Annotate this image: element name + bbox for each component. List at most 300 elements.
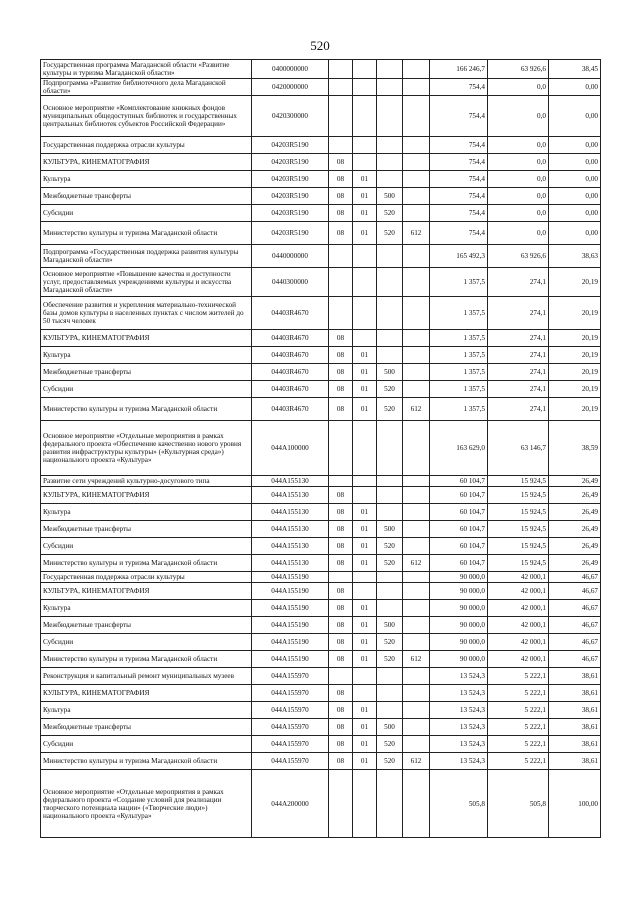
cell-kosgu	[403, 347, 430, 364]
cell-name: Основное мероприятие «Комплектование книжных фондов муниципальных общедоступных библиотек и государственных центральных библиотек субъектов Российской Федерации»	[41, 96, 252, 137]
cell-plan: 165 492,3	[430, 245, 488, 268]
cell-pct: 38,61	[549, 668, 601, 685]
cell-vr	[377, 60, 403, 79]
cell-plan: 60 104,7	[430, 487, 488, 504]
cell-code: 044A155190	[252, 617, 329, 634]
cell-code: 044A155970	[252, 685, 329, 702]
cell-code: 04403R4670	[252, 398, 329, 421]
cell-sec: 08	[329, 634, 353, 651]
cell-sec: 08	[329, 154, 353, 171]
cell-name: Культура	[41, 600, 252, 617]
cell-code: 044A155970	[252, 719, 329, 736]
cell-sub: 01	[353, 702, 377, 719]
cell-kosgu: 612	[403, 222, 430, 245]
cell-sec: 08	[329, 685, 353, 702]
cell-name: Субсидии	[41, 538, 252, 555]
cell-plan: 1 357,5	[430, 364, 488, 381]
cell-code: 04203R5190	[252, 222, 329, 245]
table-row	[41, 347, 601, 364]
cell-name: Субсидии	[41, 736, 252, 753]
cell-code: 044A155190	[252, 634, 329, 651]
cell-vr: 520	[377, 398, 403, 421]
cell-sec: 08	[329, 222, 353, 245]
cell-pct: 46,67	[549, 583, 601, 600]
cell-plan: 754,4	[430, 79, 488, 96]
table-row	[41, 381, 601, 398]
cell-sec: 08	[329, 617, 353, 634]
cell-plan: 13 524,3	[430, 736, 488, 753]
cell-vr	[377, 421, 403, 476]
cell-kosgu	[403, 617, 430, 634]
cell-code: 04203R5190	[252, 171, 329, 188]
cell-exec: 0,0	[488, 205, 549, 222]
cell-kosgu	[403, 171, 430, 188]
cell-exec: 42 000,1	[488, 572, 549, 583]
cell-kosgu	[403, 381, 430, 398]
table-row	[41, 572, 601, 583]
cell-code: 044A200000	[252, 770, 329, 838]
cell-vr: 520	[377, 538, 403, 555]
cell-name: Культура	[41, 702, 252, 719]
cell-sub: 01	[353, 651, 377, 668]
cell-code: 044A155190	[252, 583, 329, 600]
cell-pct: 26,49	[549, 521, 601, 538]
cell-code: 04203R5190	[252, 205, 329, 222]
cell-sub	[353, 268, 377, 297]
cell-sec: 08	[329, 702, 353, 719]
cell-exec: 274,1	[488, 347, 549, 364]
cell-kosgu	[403, 96, 430, 137]
cell-exec: 15 924,5	[488, 538, 549, 555]
cell-kosgu	[403, 137, 430, 154]
cell-name: Министерство культуры и туризма Магаданской области	[41, 753, 252, 770]
cell-sub: 01	[353, 205, 377, 222]
cell-kosgu: 612	[403, 753, 430, 770]
cell-sub	[353, 330, 377, 347]
cell-exec: 0,0	[488, 171, 549, 188]
cell-pct: 38,61	[549, 702, 601, 719]
cell-name: Межбюджетные трансферты	[41, 617, 252, 634]
cell-plan: 754,4	[430, 222, 488, 245]
table-row	[41, 634, 601, 651]
cell-sub: 01	[353, 617, 377, 634]
cell-name: КУЛЬТУРА, КИНЕМАТОГРАФИЯ	[41, 583, 252, 600]
cell-code: 04403R4670	[252, 364, 329, 381]
cell-sec: 08	[329, 487, 353, 504]
cell-code: 0400000000	[252, 60, 329, 79]
cell-exec: 0,0	[488, 137, 549, 154]
cell-sub	[353, 79, 377, 96]
table-row	[41, 60, 601, 79]
cell-sec: 08	[329, 347, 353, 364]
cell-plan: 505,8	[430, 770, 488, 838]
cell-pct: 38,59	[549, 421, 601, 476]
cell-plan: 754,4	[430, 188, 488, 205]
cell-exec: 5 222,1	[488, 685, 549, 702]
cell-pct: 20,19	[549, 398, 601, 421]
cell-sub: 01	[353, 600, 377, 617]
cell-sec: 08	[329, 651, 353, 668]
cell-plan: 1 357,5	[430, 381, 488, 398]
cell-vr: 520	[377, 555, 403, 572]
cell-sub	[353, 685, 377, 702]
cell-kosgu	[403, 521, 430, 538]
cell-sub	[353, 770, 377, 838]
cell-sub	[353, 421, 377, 476]
cell-plan: 13 524,3	[430, 668, 488, 685]
cell-plan: 90 000,0	[430, 651, 488, 668]
table-row	[41, 96, 601, 137]
cell-plan: 60 104,7	[430, 538, 488, 555]
table-row	[41, 137, 601, 154]
cell-pct: 20,19	[549, 268, 601, 297]
cell-exec: 0,0	[488, 96, 549, 137]
cell-exec: 15 924,5	[488, 476, 549, 487]
cell-vr: 500	[377, 364, 403, 381]
cell-sec	[329, 268, 353, 297]
cell-vr: 500	[377, 188, 403, 205]
cell-kosgu	[403, 154, 430, 171]
cell-sec	[329, 60, 353, 79]
cell-name: КУЛЬТУРА, КИНЕМАТОГРАФИЯ	[41, 487, 252, 504]
table-row	[41, 538, 601, 555]
cell-exec: 0,0	[488, 222, 549, 245]
cell-vr	[377, 79, 403, 96]
table-row	[41, 583, 601, 600]
cell-name: Субсидии	[41, 634, 252, 651]
cell-kosgu	[403, 702, 430, 719]
cell-kosgu	[403, 297, 430, 330]
cell-plan: 13 524,3	[430, 719, 488, 736]
cell-plan: 166 246,7	[430, 60, 488, 79]
cell-sec: 08	[329, 205, 353, 222]
cell-code: 044A155130	[252, 504, 329, 521]
cell-code: 044A155130	[252, 538, 329, 555]
table-row	[41, 753, 601, 770]
cell-name: Государственная поддержка отрасли культуры	[41, 572, 252, 583]
cell-sub	[353, 297, 377, 330]
cell-vr	[377, 504, 403, 521]
cell-plan: 754,4	[430, 171, 488, 188]
cell-sub: 01	[353, 521, 377, 538]
cell-name: Основное мероприятие «Отдельные мероприятия в рамках федерального проекта «Обеспечение качественно нового уровня развития инфраструктуры культуры» («Культурная среда») национального проекта «Культура»	[41, 421, 252, 476]
cell-vr: 500	[377, 521, 403, 538]
cell-vr: 520	[377, 634, 403, 651]
cell-name: Министерство культуры и туризма Магаданской области	[41, 555, 252, 572]
cell-sec	[329, 245, 353, 268]
cell-sub	[353, 154, 377, 171]
cell-vr	[377, 583, 403, 600]
cell-vr	[377, 347, 403, 364]
cell-exec: 505,8	[488, 770, 549, 838]
cell-sec	[329, 770, 353, 838]
cell-sec: 08	[329, 600, 353, 617]
cell-vr: 520	[377, 222, 403, 245]
cell-pct: 26,49	[549, 555, 601, 572]
cell-vr	[377, 702, 403, 719]
cell-pct: 38,63	[549, 245, 601, 268]
cell-plan: 60 104,7	[430, 521, 488, 538]
cell-exec: 15 924,5	[488, 504, 549, 521]
cell-name: Государственная программа Магаданской области «Развитие культуры и туризма Магаданской области»	[41, 60, 252, 79]
cell-plan: 754,4	[430, 96, 488, 137]
cell-kosgu	[403, 205, 430, 222]
cell-pct: 38,61	[549, 719, 601, 736]
cell-plan: 13 524,3	[430, 702, 488, 719]
cell-sub: 01	[353, 538, 377, 555]
page-number: 520	[310, 38, 330, 53]
cell-pct: 20,19	[549, 381, 601, 398]
cell-name: Субсидии	[41, 205, 252, 222]
cell-pct: 20,19	[549, 347, 601, 364]
cell-code: 04203R5190	[252, 188, 329, 205]
cell-name: Министерство культуры и туризма Магаданской области	[41, 222, 252, 245]
cell-code: 044A155970	[252, 753, 329, 770]
cell-pct: 38,61	[549, 753, 601, 770]
cell-code: 044A155970	[252, 702, 329, 719]
cell-name: Подпрограмма «Развитие библиотечного дела Магаданской области»	[41, 79, 252, 96]
cell-pct: 0,00	[549, 188, 601, 205]
cell-code: 044A155130	[252, 555, 329, 572]
cell-exec: 274,1	[488, 381, 549, 398]
cell-kosgu	[403, 538, 430, 555]
cell-exec: 274,1	[488, 330, 549, 347]
cell-plan: 60 104,7	[430, 504, 488, 521]
cell-name: Межбюджетные трансферты	[41, 521, 252, 538]
cell-code: 04403R4670	[252, 347, 329, 364]
cell-code: 04403R4670	[252, 381, 329, 398]
cell-sub	[353, 60, 377, 79]
cell-name: Обеспечение развития и укрепления материально-технической базы домов культуры в населенных пунктах с числом жителей до 50 тысяч человек	[41, 297, 252, 330]
cell-name: Основное мероприятие «Отдельные мероприятия в рамках федерального проекта «Создание условий для реализации творческого потенциала нации» («Творческие люди») национального проекта «Культура»	[41, 770, 252, 838]
cell-exec: 42 000,1	[488, 617, 549, 634]
cell-exec: 0,0	[488, 154, 549, 171]
cell-pct: 26,49	[549, 476, 601, 487]
table-row	[41, 617, 601, 634]
cell-kosgu	[403, 487, 430, 504]
cell-kosgu	[403, 245, 430, 268]
cell-kosgu	[403, 188, 430, 205]
table-row	[41, 521, 601, 538]
cell-sub: 01	[353, 364, 377, 381]
table-row	[41, 268, 601, 297]
cell-exec: 0,0	[488, 188, 549, 205]
cell-sub	[353, 476, 377, 487]
table-row	[41, 421, 601, 476]
cell-exec: 42 000,1	[488, 600, 549, 617]
cell-code: 044A155130	[252, 487, 329, 504]
cell-plan: 1 357,5	[430, 268, 488, 297]
cell-exec: 42 000,1	[488, 651, 549, 668]
cell-sub	[353, 583, 377, 600]
cell-sub: 01	[353, 504, 377, 521]
cell-vr	[377, 668, 403, 685]
cell-kosgu: 612	[403, 398, 430, 421]
cell-sec: 08	[329, 753, 353, 770]
cell-pct: 26,49	[549, 538, 601, 555]
table-row	[41, 719, 601, 736]
cell-name: КУЛЬТУРА, КИНЕМАТОГРАФИЯ	[41, 685, 252, 702]
cell-pct: 100,00	[549, 770, 601, 838]
cell-plan: 90 000,0	[430, 617, 488, 634]
cell-vr	[377, 245, 403, 268]
cell-vr: 500	[377, 719, 403, 736]
cell-sub: 01	[353, 753, 377, 770]
cell-kosgu	[403, 685, 430, 702]
cell-plan: 90 000,0	[430, 583, 488, 600]
cell-sub: 01	[353, 188, 377, 205]
cell-pct: 38,61	[549, 685, 601, 702]
table-row	[41, 487, 601, 504]
cell-pct: 0,00	[549, 96, 601, 137]
cell-vr	[377, 476, 403, 487]
cell-sec: 08	[329, 504, 353, 521]
cell-sub: 01	[353, 719, 377, 736]
cell-vr	[377, 770, 403, 838]
cell-code: 044A155970	[252, 736, 329, 753]
cell-kosgu: 612	[403, 651, 430, 668]
cell-kosgu	[403, 504, 430, 521]
cell-sub	[353, 96, 377, 137]
table-row	[41, 330, 601, 347]
cell-code: 0420300000	[252, 96, 329, 137]
table-row	[41, 736, 601, 753]
cell-sec	[329, 96, 353, 137]
cell-kosgu	[403, 364, 430, 381]
cell-sec	[329, 572, 353, 583]
cell-sub: 01	[353, 222, 377, 245]
cell-exec: 15 924,5	[488, 555, 549, 572]
cell-exec: 15 924,5	[488, 521, 549, 538]
cell-plan: 13 524,3	[430, 685, 488, 702]
cell-exec: 274,1	[488, 297, 549, 330]
table-row	[41, 504, 601, 521]
cell-name: КУЛЬТУРА, КИНЕМАТОГРАФИЯ	[41, 330, 252, 347]
cell-plan: 1 357,5	[430, 330, 488, 347]
cell-name: Реконструкция и капитальный ремонт муниципальных музеев	[41, 668, 252, 685]
cell-plan: 60 104,7	[430, 476, 488, 487]
cell-sec: 08	[329, 188, 353, 205]
cell-name: Министерство культуры и туризма Магаданской области	[41, 398, 252, 421]
table-row	[41, 188, 601, 205]
cell-pct: 20,19	[549, 330, 601, 347]
cell-sec: 08	[329, 330, 353, 347]
cell-pct: 38,61	[549, 736, 601, 753]
cell-kosgu	[403, 79, 430, 96]
cell-kosgu	[403, 268, 430, 297]
cell-vr: 520	[377, 205, 403, 222]
cell-exec: 274,1	[488, 398, 549, 421]
cell-kosgu	[403, 583, 430, 600]
cell-sec: 08	[329, 171, 353, 188]
cell-sec: 08	[329, 736, 353, 753]
cell-pct: 46,67	[549, 600, 601, 617]
cell-vr	[377, 297, 403, 330]
cell-plan: 754,4	[430, 137, 488, 154]
cell-exec: 5 222,1	[488, 719, 549, 736]
table-row	[41, 555, 601, 572]
cell-vr	[377, 330, 403, 347]
table-row	[41, 364, 601, 381]
cell-sub	[353, 137, 377, 154]
table-row	[41, 79, 601, 96]
cell-code: 044A155190	[252, 572, 329, 583]
cell-sub: 01	[353, 398, 377, 421]
cell-kosgu	[403, 668, 430, 685]
table-row	[41, 205, 601, 222]
cell-code: 04403R4670	[252, 330, 329, 347]
cell-sec: 08	[329, 719, 353, 736]
cell-kosgu	[403, 770, 430, 838]
table-row	[41, 171, 601, 188]
cell-pct: 38,45	[549, 60, 601, 79]
cell-plan: 90 000,0	[430, 600, 488, 617]
cell-sub: 01	[353, 347, 377, 364]
cell-code: 044A100000	[252, 421, 329, 476]
cell-pct: 26,49	[549, 487, 601, 504]
cell-pct: 0,00	[549, 205, 601, 222]
cell-exec: 5 222,1	[488, 753, 549, 770]
cell-pct: 46,67	[549, 634, 601, 651]
table-row	[41, 476, 601, 487]
cell-name: КУЛЬТУРА, КИНЕМАТОГРАФИЯ	[41, 154, 252, 171]
cell-pct: 0,00	[549, 222, 601, 245]
cell-sub: 01	[353, 555, 377, 572]
cell-sec: 08	[329, 583, 353, 600]
cell-sec: 08	[329, 555, 353, 572]
cell-name: Министерство культуры и туризма Магаданской области	[41, 651, 252, 668]
table-row	[41, 154, 601, 171]
table-row	[41, 600, 601, 617]
table-row	[41, 398, 601, 421]
cell-code: 044A155130	[252, 476, 329, 487]
cell-kosgu	[403, 421, 430, 476]
cell-exec: 5 222,1	[488, 702, 549, 719]
cell-sub	[353, 245, 377, 268]
cell-code: 04203R5190	[252, 137, 329, 154]
cell-name: Подпрограмма «Государственная поддержка развития культуры Магаданской области»	[41, 245, 252, 268]
cell-name: Государственная поддержка отрасли культуры	[41, 137, 252, 154]
cell-exec: 42 000,1	[488, 583, 549, 600]
cell-vr: 500	[377, 617, 403, 634]
cell-name: Основное мероприятие «Повышение качества и доступности услуг, предоставляемых учреждениями культуры и искусства Магаданской области»	[41, 268, 252, 297]
cell-pct: 46,67	[549, 572, 601, 583]
cell-vr: 520	[377, 753, 403, 770]
cell-vr	[377, 171, 403, 188]
cell-exec: 63 146,7	[488, 421, 549, 476]
cell-kosgu	[403, 60, 430, 79]
cell-sec	[329, 421, 353, 476]
cell-vr	[377, 572, 403, 583]
cell-vr	[377, 96, 403, 137]
cell-pct: 20,19	[549, 297, 601, 330]
cell-kosgu	[403, 719, 430, 736]
table-row	[41, 297, 601, 330]
cell-kosgu	[403, 476, 430, 487]
cell-kosgu	[403, 736, 430, 753]
cell-name: Субсидии	[41, 381, 252, 398]
cell-exec: 274,1	[488, 268, 549, 297]
cell-vr: 520	[377, 381, 403, 398]
cell-sub: 01	[353, 736, 377, 753]
cell-pct: 46,67	[549, 617, 601, 634]
cell-sec	[329, 297, 353, 330]
table-row	[41, 770, 601, 838]
cell-plan: 60 104,7	[430, 555, 488, 572]
cell-pct: 0,00	[549, 137, 601, 154]
cell-pct: 20,19	[549, 364, 601, 381]
cell-sec	[329, 137, 353, 154]
